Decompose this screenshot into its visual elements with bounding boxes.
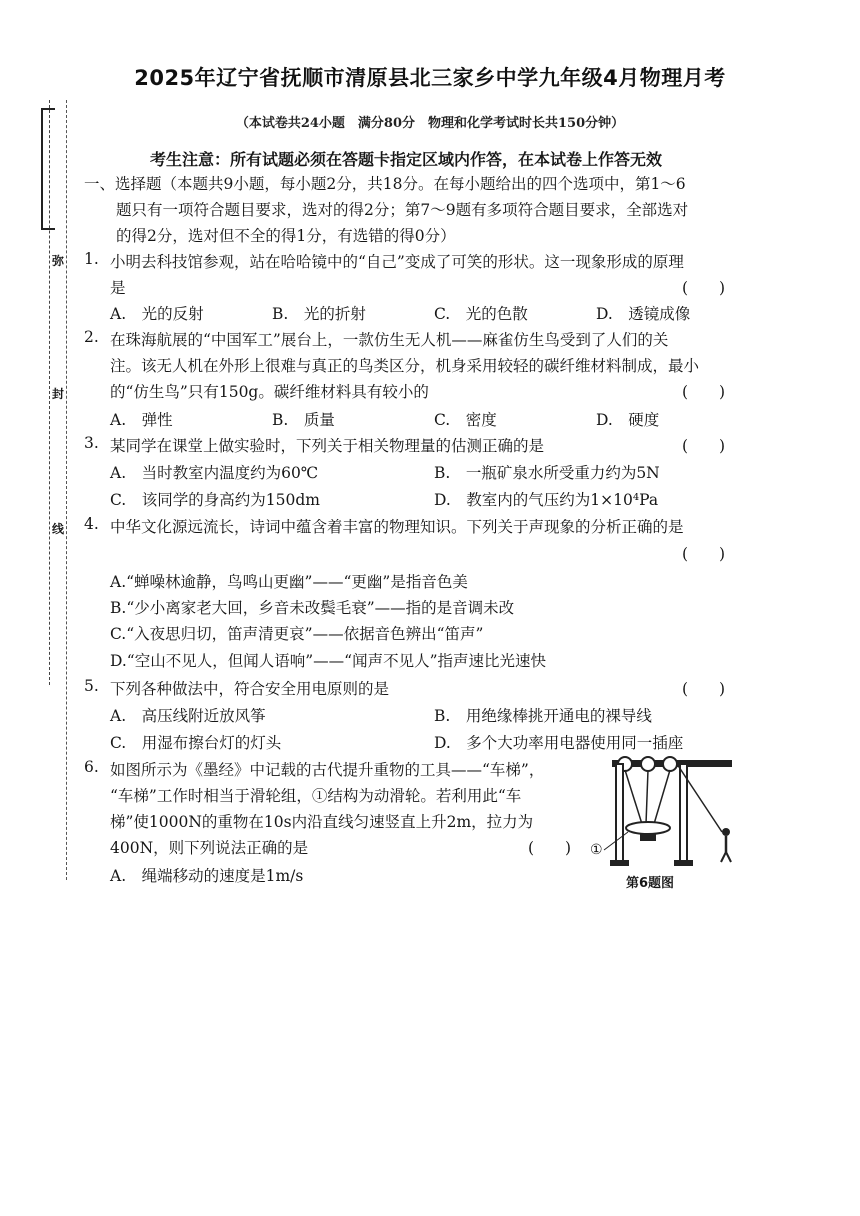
section1-line3: 的得2分，选对但不全的得1分，有选错的得0分） <box>116 227 456 245</box>
q5-option-b[interactable]: B. 用绝缘棒挑开通电的裸导线 <box>434 707 652 725</box>
figure-right-post <box>680 764 687 864</box>
q6-stem-line4: 400N，则下列说法正确的是 <box>110 839 309 857</box>
exam-subtitle: （本试卷共24小题 满分80分 物理和化学考试时长共150分钟） <box>235 116 625 131</box>
figure-left-foot <box>610 860 629 866</box>
figure-top-pulley-3 <box>663 757 677 771</box>
figure-left-post <box>616 764 623 864</box>
q1-option-d[interactable]: D. 透镜成像 <box>596 305 691 323</box>
figure-rope-1 <box>625 770 642 824</box>
figure-right-foot <box>674 860 693 866</box>
q3-number: 3. <box>84 434 99 452</box>
q1-option-c[interactable]: C. 光的色散 <box>434 305 528 323</box>
q2-option-d[interactable]: D. 硬度 <box>596 411 660 429</box>
q5-option-a[interactable]: A. 高压线附近放风筝 <box>110 707 266 725</box>
pulley-lift-figure <box>580 752 750 870</box>
exam-notice: 考生注意：所有试题必须在答题卡指定区域内作答，在本试卷上作答无效 <box>150 150 663 169</box>
q5-number: 5. <box>84 677 99 695</box>
q2-number: 2. <box>84 328 99 346</box>
q3-option-a[interactable]: A. 当时教室内温度约为60℃ <box>110 464 319 482</box>
q1-answer-paren[interactable]: ( ) <box>682 279 726 297</box>
figure-rope-3 <box>654 770 670 824</box>
q4-option-b[interactable]: B.“少小离家老大回，乡音未改鬓毛衰”——指的是音调未改 <box>110 599 515 617</box>
figure-top-pulley-2 <box>641 757 655 771</box>
q2-answer-paren[interactable]: ( ) <box>682 383 726 401</box>
q4-stem-line1: 中华文化源远流长，诗词中蕴含着丰富的物理知识。下列关于声现象的分析正确的是 <box>110 518 684 536</box>
q5-stem-line1: 下列各种做法中，符合安全用电原则的是 <box>110 680 390 698</box>
q4-answer-paren[interactable]: ( ) <box>682 545 726 563</box>
q3-answer-paren[interactable]: ( ) <box>682 437 726 455</box>
figure-label-1: ① <box>590 842 603 858</box>
binding-mark-xian: 线 <box>52 522 65 536</box>
q6-answer-paren[interactable]: ( ) <box>528 839 572 857</box>
q2-option-c[interactable]: C. 密度 <box>434 411 497 429</box>
exam-title: 2025年辽宁省抚顺市清原县北三家乡中学九年级4月物理月考 <box>134 66 726 90</box>
section1-line1: 一、选择题（本题共9小题，每小题2分，共18分。在每小题给出的四个选项中，第1～6 <box>84 175 686 193</box>
q2-stem-line1: 在珠海航展的“中国军工”展台上，一款仿生无人机——麻雀仿生鸟受到了人们的关 <box>110 331 669 349</box>
q1-stem-line2: 是 <box>110 279 126 297</box>
figure-person-leg-right <box>726 852 731 862</box>
q6-stem-line3: 梯”使1000N的重物在10s内沿直线匀速竖直上升2m，拉力为 <box>110 813 534 831</box>
q2-option-a[interactable]: A. 弹性 <box>110 411 173 429</box>
q2-option-b[interactable]: B. 质量 <box>272 411 335 429</box>
q6-number: 6. <box>84 758 99 776</box>
q5-option-d[interactable]: D. 多个大功率用电器使用同一插座 <box>434 734 684 752</box>
q4-option-c[interactable]: C.“入夜思归切，笛声清更哀”——依据音色辨出“笛声” <box>110 625 484 643</box>
figure-caption: 第6题图 <box>626 876 675 891</box>
q6-stem-line2: “车梯”工作时相当于滑轮组，①结构为动滑轮。若利用此“车 <box>110 787 522 805</box>
binding-mark-mi: 弥 <box>52 254 65 268</box>
q1-stem-line1: 小明去科技馆参观，站在哈哈镜中的“自己”变成了可笑的形状。这一现象形成的原理 <box>110 253 684 271</box>
q1-option-a[interactable]: A. 光的反射 <box>110 305 204 323</box>
q5-answer-paren[interactable]: ( ) <box>682 680 726 698</box>
figure-weight <box>640 834 656 841</box>
q1-number: 1. <box>84 250 99 268</box>
q3-option-d[interactable]: D. 教室内的气压约为1×10⁴Pa <box>434 491 659 509</box>
q1-option-b[interactable]: B. 光的折射 <box>272 305 366 323</box>
q6-option-a[interactable]: A. 绳端移动的速度是1m/s <box>110 867 304 885</box>
q2-stem-line3: 的“仿生鸟”只有150g。碳纤维材料具有较小的 <box>110 383 429 401</box>
q2-stem-line2: 注。该无人机在外形上很难与真正的鸟类区分，机身采用较轻的碳纤维材料制成，最小 <box>110 357 700 375</box>
figure-person-head <box>722 828 730 836</box>
figure-movable-pulley <box>626 822 670 834</box>
q5-option-c[interactable]: C. 用湿布擦台灯的灯头 <box>110 734 282 752</box>
binding-mark-feng: 封 <box>52 387 65 401</box>
q4-option-a[interactable]: A.“蝉噪林逾静，鸟鸣山更幽”——“更幽”是指音色美 <box>110 573 468 591</box>
section1-line2: 题只有一项符合题目要求，选对的得2分；第7～9题有多项符合题目要求，全部选对 <box>116 201 689 219</box>
q3-option-c[interactable]: C. 该同学的身高约为150dm <box>110 491 320 509</box>
figure-rope-2 <box>646 770 648 824</box>
binding-line-right <box>66 100 67 880</box>
q4-number: 4. <box>84 515 99 533</box>
q3-option-b[interactable]: B. 一瓶矿泉水所受重力约为5N <box>434 464 660 482</box>
q6-stem-line1: 如图所示为《墨经》中记载的古代提升重物的工具——“车梯”， <box>110 761 545 779</box>
figure-person-leg-left <box>721 852 726 862</box>
q4-option-d[interactable]: D.“空山不见人，但闻人语响”——“闻声不见人”指声速比光速快 <box>110 652 546 670</box>
q3-stem-line1: 某同学在课堂上做实验时，下列关于相关物理量的估测正确的是 <box>110 437 545 455</box>
binding-line-left <box>49 100 50 685</box>
